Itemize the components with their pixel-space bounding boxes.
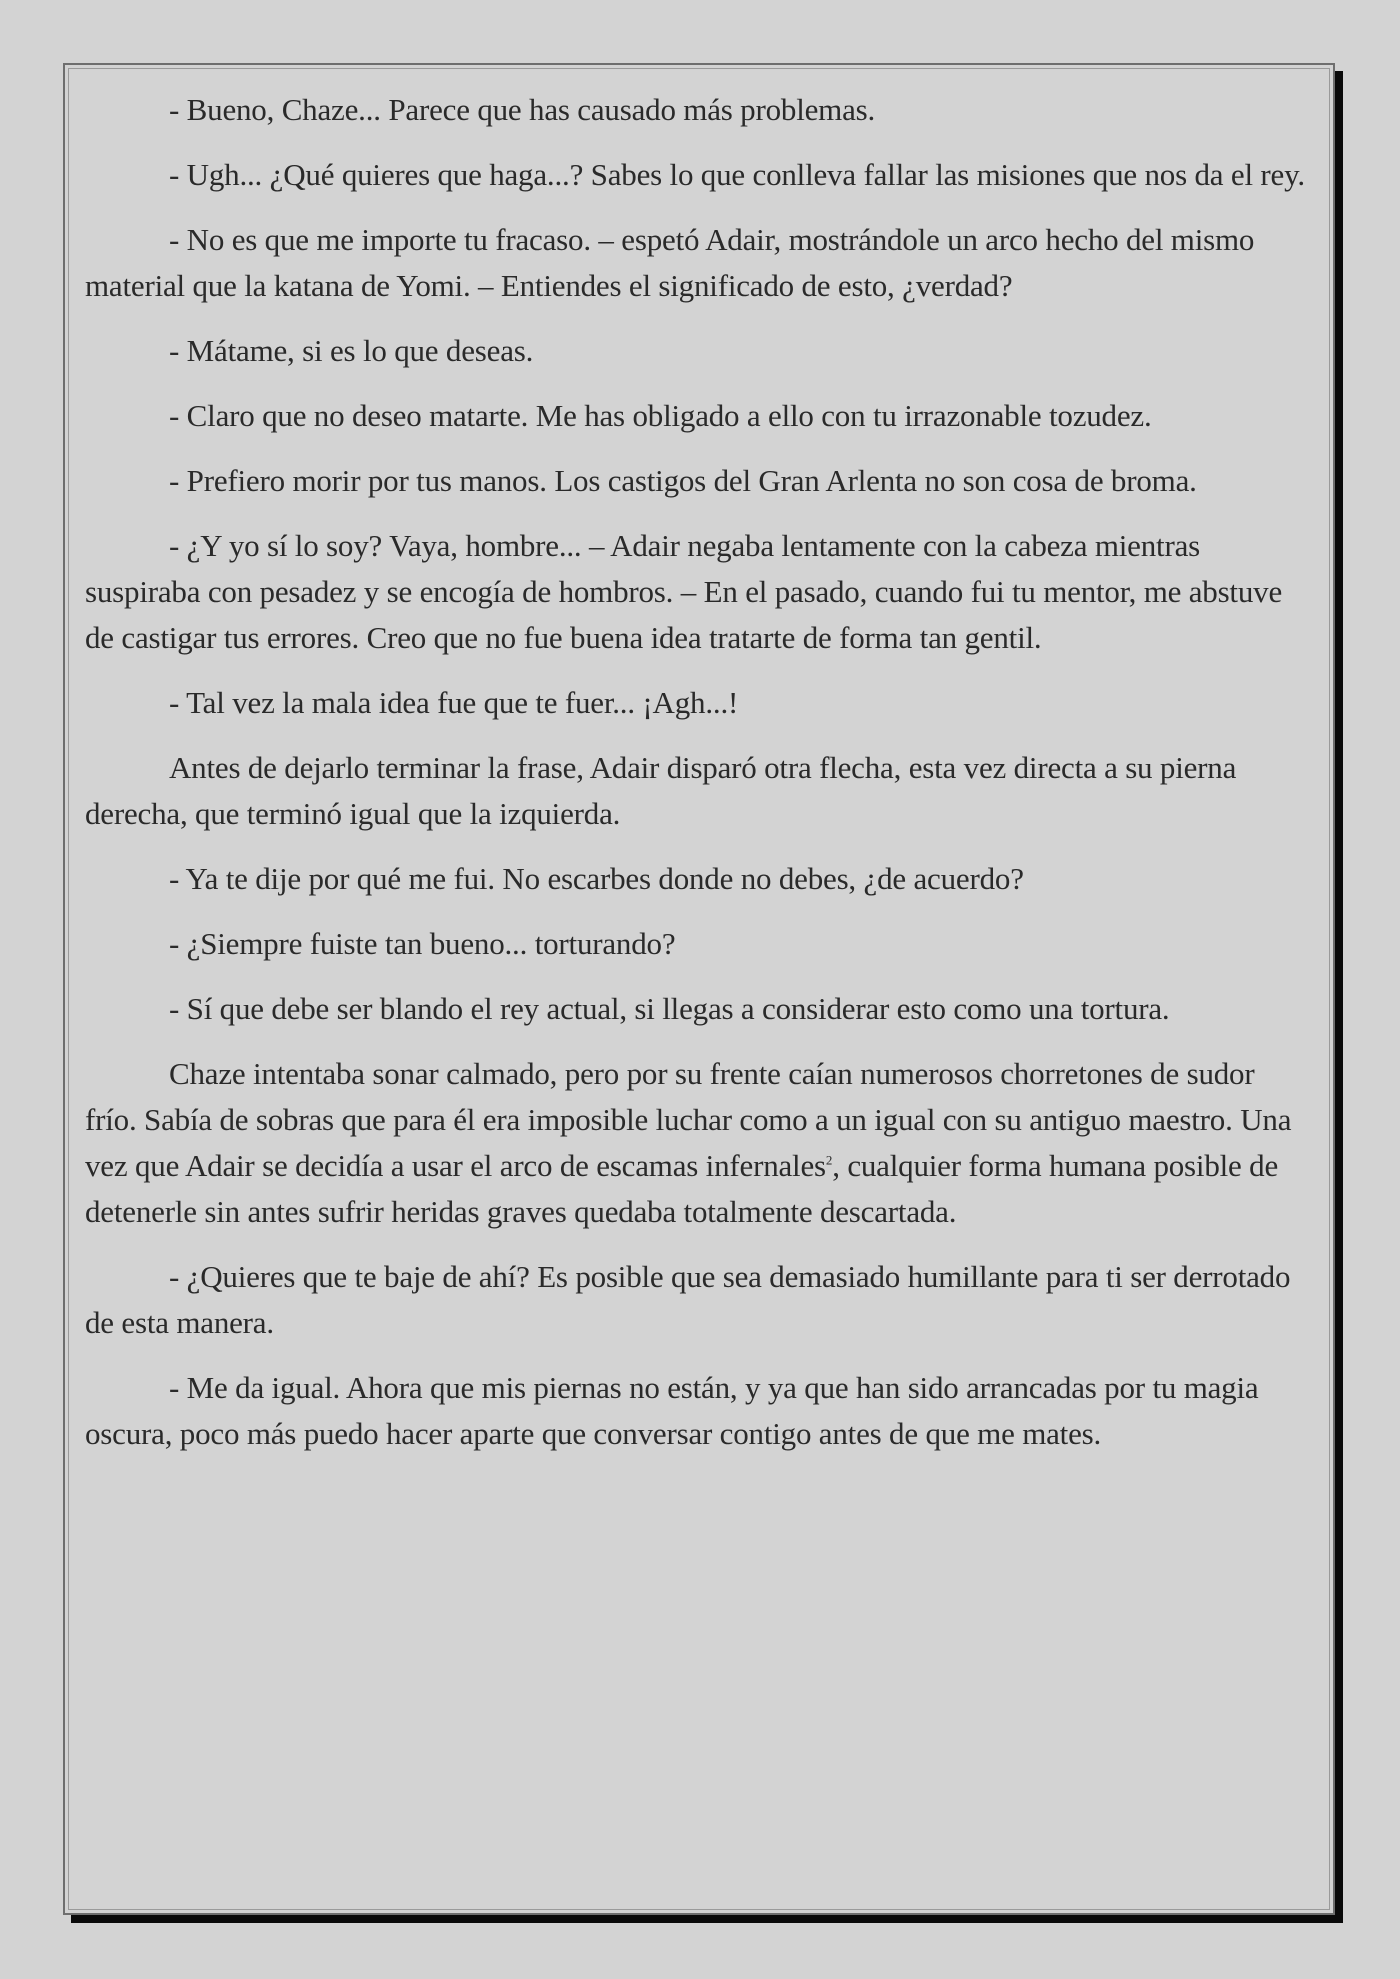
paragraph: - Me da igual. Ahora que mis piernas no están, y ya que han sido arrancadas por tu magia oscura, poco más puedo hacer aparte que conversar contigo antes de que me mates. (85, 1370, 1259, 1451)
paragraph: - Prefiero morir por tus manos. Los castigos del Gran Arlenta no son cosa de broma. (169, 463, 1197, 498)
paragraph: - Mátame, si es lo que deseas. (169, 333, 534, 368)
paragraph: - Ugh... ¿Qué quieres que haga...? Sabes lo que conlleva fallar las misiones que nos da el rey. (169, 157, 1305, 192)
paragraph: - ¿Quieres que te baje de ahí? Es posible que sea demasiado humillante para ti ser derrotado de esta manera. (85, 1259, 1291, 1340)
paragraph: - Tal vez la mala idea fue que te fuer... ¡Agh...! (169, 685, 739, 720)
paragraph-text: Chaze intentaba sonar calmado, pero por su frente caían numerosos chorretones de sudor frío. Sabía de sobras que para él era imposible luchar como a un igual con su antiguo maestro. Una vez que Adair se decidía a usar el arco de escamas infernales (85, 1056, 1292, 1183)
footnote-ref[interactable]: 2 (825, 1152, 833, 1168)
paragraph-with-footnote (85, 1051, 1311, 1235)
paragraph: - Ya te dije por qué me fui. No escarbes donde no debes, ¿de acuerdo? (169, 861, 1024, 896)
page-body (85, 87, 1311, 1476)
paragraph: - ¿Siempre fuiste tan bueno... torturando? (169, 926, 676, 961)
paragraph-text: , cualquier forma humana posible de detenerle sin antes sufrir heridas graves quedaba totalmente descartada. (85, 1148, 1279, 1229)
paragraph: - Claro que no deseo matarte. Me has obligado a ello con tu irrazonable tozudez. (169, 398, 1152, 433)
paragraph: Antes de dejarlo terminar la frase, Adair disparó otra flecha, esta vez directa a su pierna derecha, que terminó igual que la izquierda. (85, 750, 1237, 831)
paragraph: - Sí que debe ser blando el rey actual, si llegas a considerar esto como una tortura. (169, 991, 1170, 1026)
paragraph: - Bueno, Chaze... Parece que has causado más problemas. (169, 92, 876, 127)
paragraph: - ¿Y yo sí lo soy? Vaya, hombre... – Adair negaba lentamente con la cabeza mientras suspiraba con pesadez y se encogía de hombros. – En el pasado, cuando fui tu mentor, me abstuve de castigar tus errores. Creo que no fue buena idea tratarte de forma tan gentil. (85, 528, 1283, 655)
paragraph: - No es que me importe tu fracaso. – espetó Adair, mostrándole un arco hecho del mismo material que la katana de Yomi. – Entiendes el significado de esto, ¿verdad? (85, 222, 1255, 303)
page-frame (63, 63, 1335, 1915)
